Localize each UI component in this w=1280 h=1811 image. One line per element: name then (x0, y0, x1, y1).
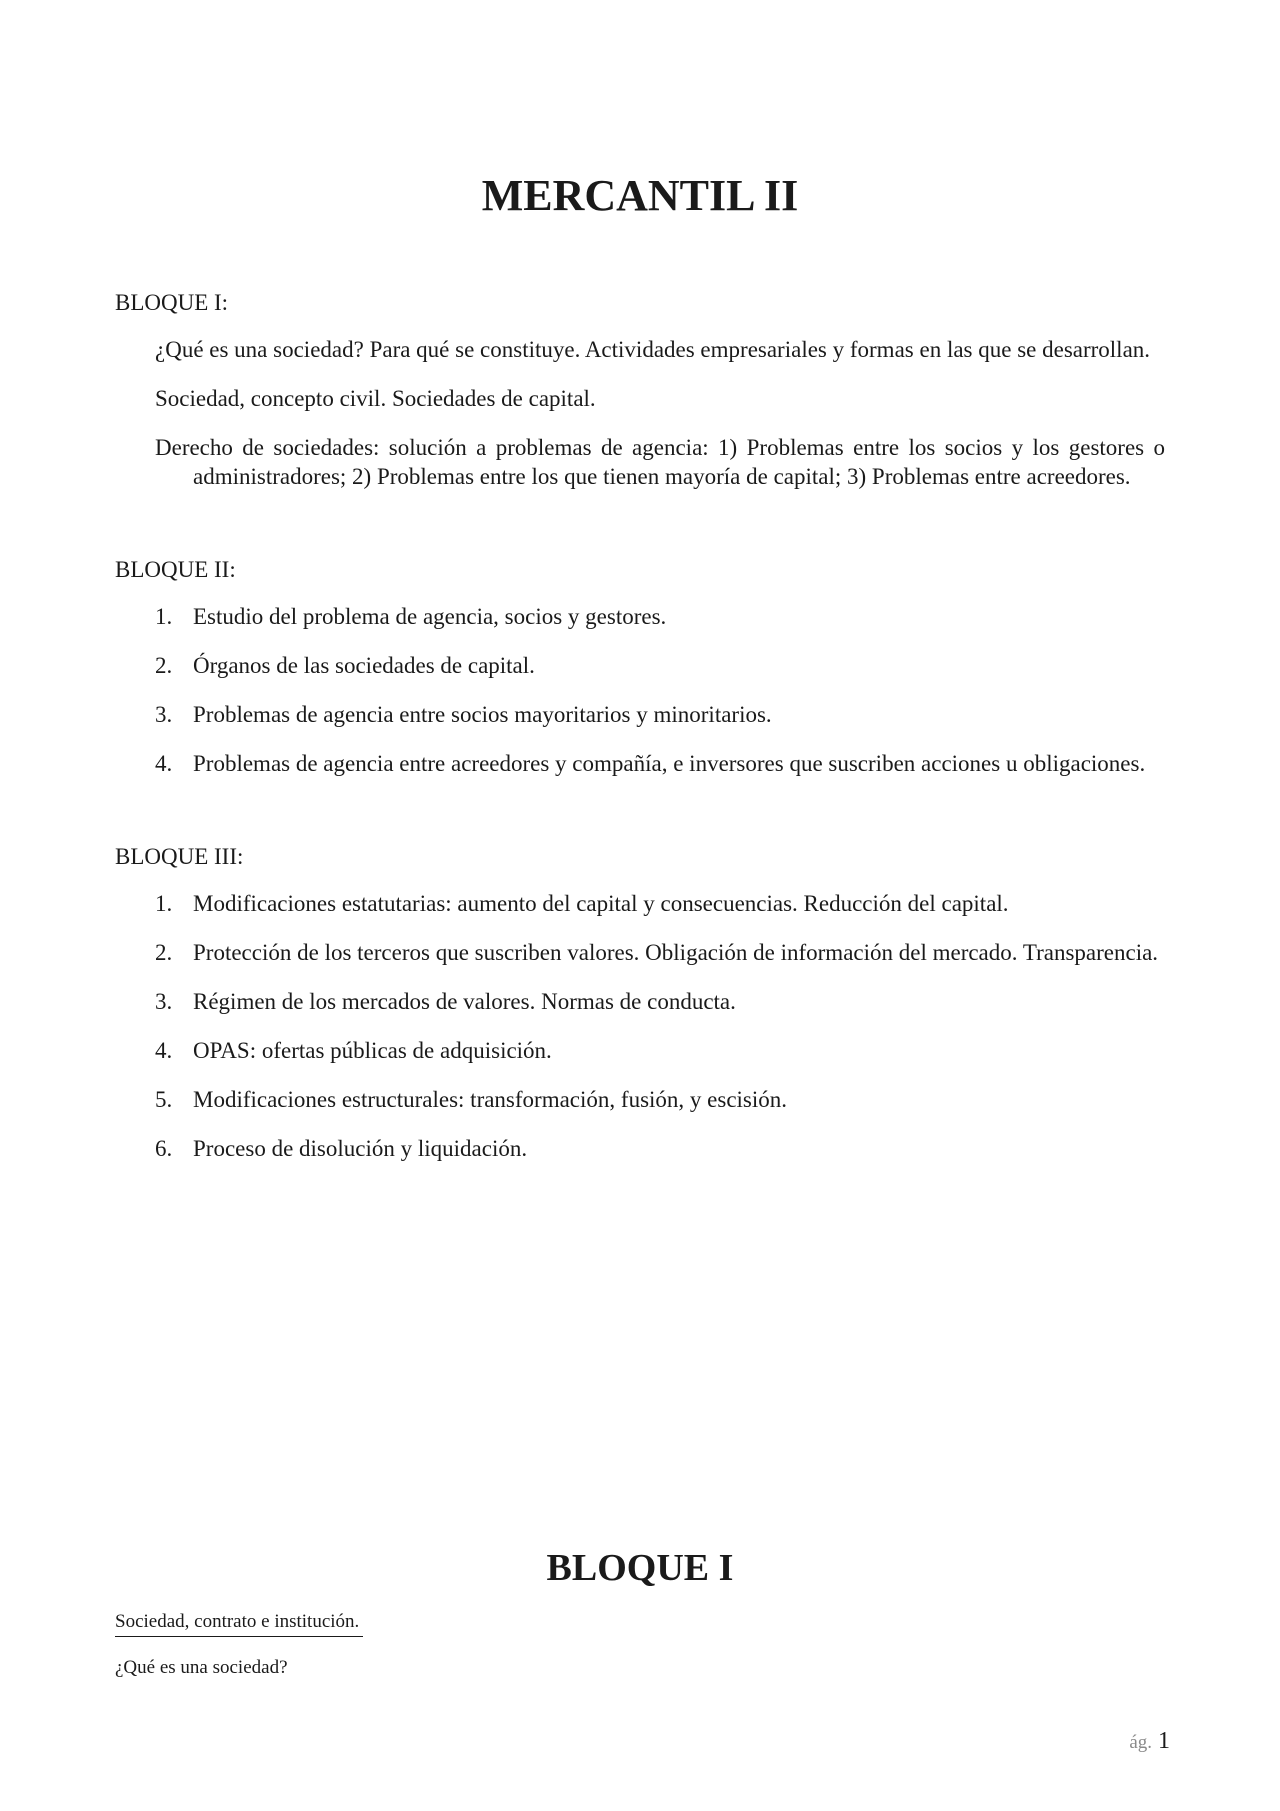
document-title: MERCANTIL II (481, 171, 799, 220)
bloque-1-label: BLOQUE I: (115, 290, 229, 315)
list-item (115, 1085, 1165, 1114)
section-title: BLOQUE I (546, 1547, 734, 1589)
document-body (115, 288, 1165, 1183)
spacer (115, 798, 1165, 842)
list-item (115, 938, 1165, 967)
list-item (115, 749, 1165, 778)
list-item (115, 889, 1165, 918)
list-item (115, 651, 1165, 680)
list-number: 4. (155, 751, 173, 776)
list-number: 6. (155, 1136, 173, 1161)
list-text: Órganos de las sociedades de capital. (193, 653, 535, 678)
list-item (115, 1036, 1165, 1065)
list-text: Proceso de disolución y liquidación. (193, 1136, 528, 1161)
list-text: Estudio del problema de agencia, socios y gestores. (193, 604, 667, 629)
list-text: OPAS: ofertas públicas de adquisición. (193, 1038, 552, 1063)
list-text: Problemas de agencia entre socios mayoritarios y minoritarios. (193, 702, 772, 727)
bloque-1-paragraph: Sociedad, concepto civil. Sociedades de capital. (155, 386, 596, 411)
list-item (115, 602, 1165, 631)
list-item (115, 1134, 1165, 1163)
page-footer (1129, 1726, 1170, 1758)
list-number: 2. (155, 940, 173, 965)
list-number: 1. (155, 891, 173, 916)
list-text: Problemas de agencia entre acreedores y compañía, e inversores que suscriben acciones u obligaciones. (193, 751, 1146, 776)
bloque-2-label: BLOQUE II: (115, 557, 236, 582)
bloque-1-paragraph: Derecho de sociedades: solución a problemas de agencia: 1) Problemas entre los socios y los gestores o administradores; 2) Problemas entre los que tienen mayoría de capital; 3) Problemas entre acreedores. (155, 435, 1165, 489)
list-number: 5. (155, 1087, 173, 1112)
section-subheading: Sociedad, contrato e institución. (115, 1610, 363, 1637)
bloque-3-list (115, 889, 1165, 1163)
list-number: 3. (155, 702, 173, 727)
spacer (115, 511, 1165, 555)
section-question: ¿Qué es una sociedad? (115, 1657, 288, 1678)
list-text: Protección de los terceros que suscriben valores. Obligación de información del mercado. Transparencia. (193, 940, 1159, 965)
bloque-1-paragraph: ¿Qué es una sociedad? Para qué se constituye. Actividades empresariales y formas en las que se desarrollan. (155, 337, 1151, 362)
list-text: Modificaciones estatutarias: aumento del capital y consecuencias. Reducción del capital. (193, 891, 1009, 916)
list-number: 3. (155, 989, 173, 1014)
bloque-3-label: BLOQUE III: (115, 844, 244, 869)
list-number: 4. (155, 1038, 173, 1063)
list-text: Modificaciones estructurales: transformación, fusión, y escisión. (193, 1087, 788, 1112)
list-text: Régimen de los mercados de valores. Normas de conducta. (193, 989, 736, 1014)
page-number: 1 (1158, 1728, 1170, 1754)
bloque-2-list (115, 602, 1165, 778)
list-number: 2. (155, 653, 173, 678)
page-number-prefix: ág. (1129, 1732, 1152, 1753)
list-number: 1. (155, 604, 173, 629)
list-item (115, 700, 1165, 729)
list-item (115, 987, 1165, 1016)
